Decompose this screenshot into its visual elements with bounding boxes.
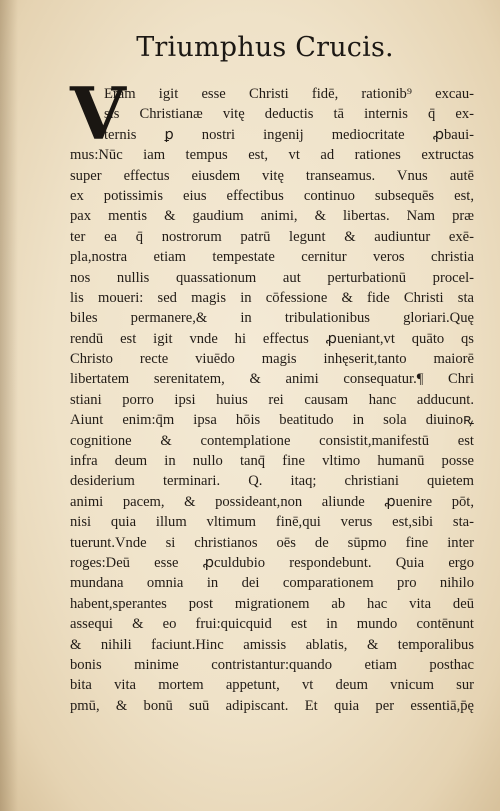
- text-line: pla,nostra etiam tempestate cernitur veros christia: [70, 249, 474, 266]
- text-line: assequi & eo frui:quicquid est in mundo contēnunt: [70, 616, 474, 633]
- text-line: mundana omnia in dei comparationem pro nihilo: [70, 575, 474, 592]
- text-line: habent,sperantes post migrationem ab hac vita deū: [70, 595, 474, 612]
- text-line: pmū, & bonū suū adipiscant. Et quia per essentiā,p̄ę: [70, 697, 474, 714]
- text-line: bonis minime contristantur:quando etiam posthac: [70, 656, 474, 673]
- text-line: mus:Nūc iam tempus est, vt ad rationes extructas: [70, 147, 474, 164]
- text-line: roges:Deū esse ꝓculdubio respondebunt. Quia ergo: [70, 554, 474, 571]
- text-line: nisi quia illum vltimum finē,qui verus est,sibi sta-: [70, 514, 474, 531]
- text-line: pax mentis & gaudium animi, & libertas. Nam præ: [70, 208, 474, 225]
- text-line: & nihili faciunt.Hinc amissis ablatis, & temporalibus: [70, 636, 474, 653]
- text-line: desiderium terminari. Q. itaq; christiani quietem: [70, 473, 474, 490]
- text-line: tuerunt.Vnde si christianos oēs de sūpmo fine inter: [70, 534, 474, 551]
- running-head: Triumphus Crucis.: [136, 32, 394, 63]
- body-text: [70, 71, 474, 716]
- text-line: Christo recte viuēdo magis inhęserit,tanto maiorē: [70, 351, 474, 368]
- text-line: stiani porro ipsi huius rei causam hanc adducunt.: [70, 391, 474, 408]
- text-line: Aiunt enim:q̄m ipsa hōis beatitudo in sola diuinoꝶ: [70, 412, 474, 429]
- text-line: biles permanere,& in tribulationibus gloriari.Quę: [70, 310, 474, 327]
- text-line: animi pacem, & possideant,non aliunde ꝓuenire pōt,: [70, 493, 474, 510]
- text-line: Eram igit esse Christi fidē, rationib⁹ excau-: [104, 86, 474, 102]
- text-line: sis Christianæ vitę deductis tā internis q̄ ex-: [104, 106, 474, 123]
- text-line: ter ea q̄ nostrorum patrū legunt & audiuntur exē-: [70, 228, 474, 245]
- drop-cap: V: [70, 71, 126, 156]
- text-line: lis moueri: sed magis in cōfessione & fide Christi sta: [70, 289, 474, 306]
- text-line: nos nullis quassationum aut perturbationū procel-: [70, 269, 474, 286]
- text-line: ternis ꝑ nostri ingenij mediocritate ꝓbaui-: [104, 126, 474, 143]
- text-line: ex potissimis eius effectibus continuo subsequēs est,: [70, 187, 474, 204]
- text-line: infra deum in nullo tanq̄ fine vltimo humanū posse: [70, 453, 474, 470]
- text-line: bita vita mortem appetunt, vt deum vnicum sur: [70, 677, 474, 694]
- text-line: rendū est igit vnde hi effectus ꝓueniant,vt quāto qs: [70, 330, 474, 347]
- text-lines: [70, 84, 474, 716]
- text-line: libertatem serenitatem, & animi consequatur.¶ Chri: [70, 371, 474, 388]
- text-line: super effectus eiusdem vitę transeamus. Vnus autē: [70, 167, 474, 184]
- page-gutter-shadow: [0, 0, 18, 811]
- text-line: cognitione & contemplatione consistit,manifestū est: [70, 432, 474, 449]
